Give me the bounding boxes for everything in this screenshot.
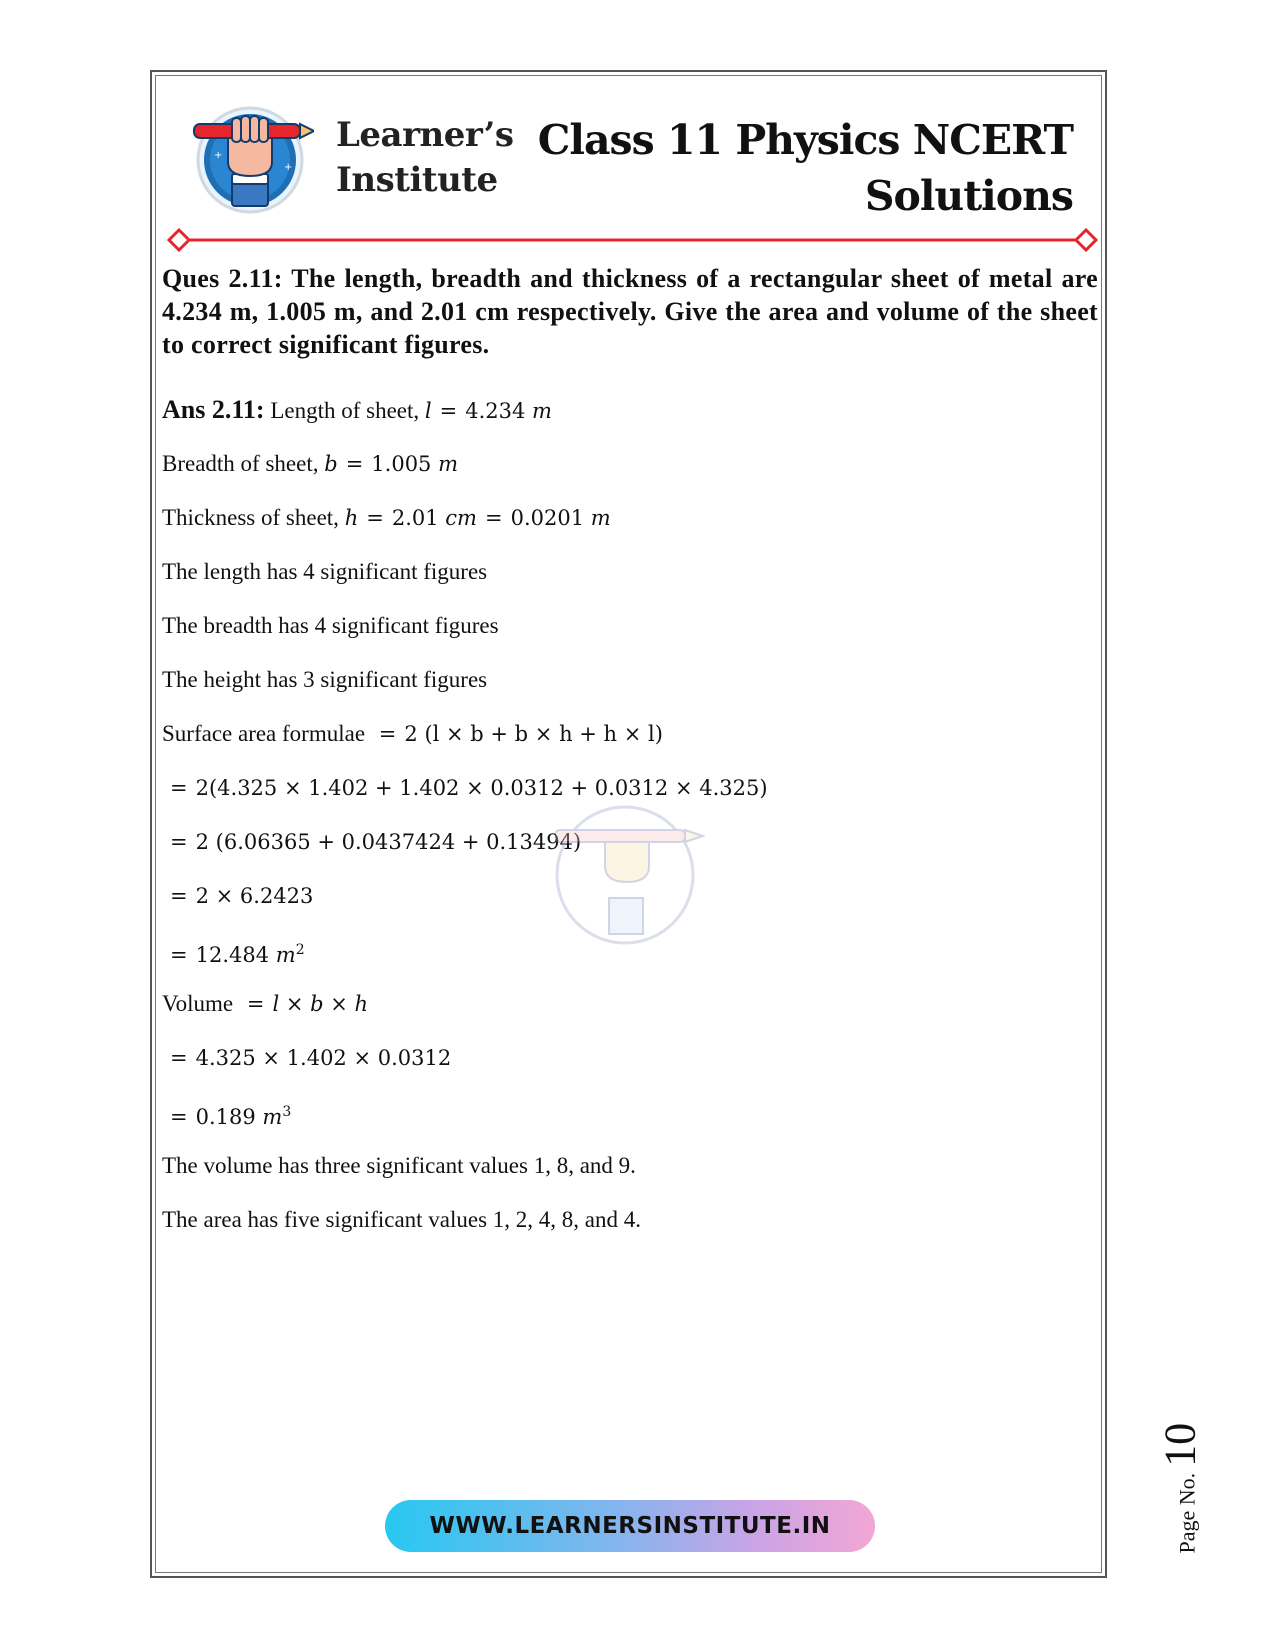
svg-text:+: + [214, 150, 223, 161]
question-text: Ques 2.11: The length, breadth and thickness of a rectangular sheet of metal are 4.234 m, 1.005 m, and 2.01 cm respectively. Give the area and volume of the sheet to correct significant figures. [162, 264, 1098, 359]
logo-watermark [555, 800, 705, 950]
volume-result-line: = 0.189 $m^3$ [170, 1104, 292, 1129]
surface-step-3: 2 × 6.2423 [195, 884, 314, 908]
length-symbol: l [424, 399, 432, 423]
length-unit: m [532, 399, 552, 423]
area-unit: m [275, 943, 296, 967]
surface-step-2-line: = 2 (6.06365 + 0.0437424 + 0.13494) [170, 830, 582, 854]
answer-thickness-line: Thickness of sheet, h = 2.01 cm = 0.0201 m [162, 505, 611, 530]
answer-label: Ans 2.11: [162, 395, 265, 424]
sig-height-line: The height has 3 significant figures [162, 667, 488, 692]
length-value: 4.234 [465, 399, 526, 423]
volume-step-line: = 4.325 × 1.402 × 0.0312 [170, 1046, 452, 1070]
area-exponent: 2 [295, 942, 305, 958]
thickness-value-m: 0.0201 [510, 506, 585, 530]
surface-area-formula-line: Surface area formulae = 2 (l × b + b × h + h × l) [162, 721, 663, 746]
area-conclusion: The area has five significant values 1, 2, 4, 8, and 4. [162, 1207, 642, 1232]
brand-name [336, 113, 513, 203]
volume-exponent: 3 [282, 1104, 292, 1120]
volume-label: Volume [162, 991, 234, 1016]
surface-step-1-line: = 2(4.325 × 1.402 + 1.402 × 0.0312 + 0.0312 × 4.325) [170, 776, 768, 800]
volume-value: 0.189 [195, 1105, 256, 1129]
page-number-label: Page No. [1174, 1472, 1200, 1554]
website-banner[interactable] [385, 1500, 875, 1552]
breadth-text: Breadth of sheet, [162, 451, 319, 476]
volume-unit: m [262, 1105, 283, 1129]
thickness-symbol: h [344, 506, 359, 530]
sig-breadth-line: The breadth has 4 significant figures [162, 613, 499, 638]
title-line-1: Class 11 Physics NCERT [537, 116, 1073, 164]
thickness-unit-cm: cm [445, 506, 477, 530]
thickness-unit-m: m [590, 506, 611, 530]
breadth-symbol: b [324, 452, 338, 476]
svg-text:+: + [284, 162, 293, 173]
answer-breadth-line: Breadth of sheet, b = 1.005 m [162, 451, 459, 476]
answer-length-line: Ans 2.11: Length of sheet, l = 4.234 m [162, 395, 552, 424]
learners-institute-logo [192, 98, 314, 216]
surface-area-label: Surface area formulae [162, 721, 366, 746]
surface-step-2: 2 (6.06365 + 0.0437424 + 0.13494) [195, 830, 582, 854]
area-value: 12.484 [195, 943, 270, 967]
volume-conclusion: The volume has three significant values 1, 8, and 9. [162, 1153, 636, 1178]
breadth-unit: m [438, 452, 459, 476]
surface-area-formula: 2 (l × b + b × h + h × l) [404, 722, 663, 746]
length-text: Length of sheet, [270, 398, 420, 423]
title-line-2: Solutions [864, 172, 1073, 220]
header-divider [165, 227, 1100, 253]
thickness-value-cm: 2.01 [391, 506, 439, 530]
brand-line-2: Institute [336, 160, 498, 200]
document-title [538, 112, 1073, 224]
website-url[interactable]: WWW.LEARNERSINSTITUTE.IN [429, 1513, 831, 1539]
sig-length-line: The length has 4 significant figures [162, 559, 488, 584]
breadth-value: 1.005 [371, 452, 432, 476]
page-number-block [1150, 1418, 1210, 1558]
area-result-line: = 12.484 $m^2$ [170, 942, 305, 967]
surface-step-1: 2(4.325 × 1.402 + 1.402 × 0.0312 + 0.0312 × 4.325) [195, 776, 768, 800]
volume-formula: l × b × h [272, 992, 369, 1016]
page-number: 10 [1155, 1422, 1205, 1467]
volume-step: 4.325 × 1.402 × 0.0312 [195, 1046, 452, 1070]
surface-step-3-line: = 2 × 6.2423 [170, 884, 314, 908]
volume-formula-line: Volume = l × b × h [162, 991, 369, 1016]
brand-line-1: Learner’s [336, 115, 514, 155]
thickness-text: Thickness of sheet, [162, 505, 339, 530]
